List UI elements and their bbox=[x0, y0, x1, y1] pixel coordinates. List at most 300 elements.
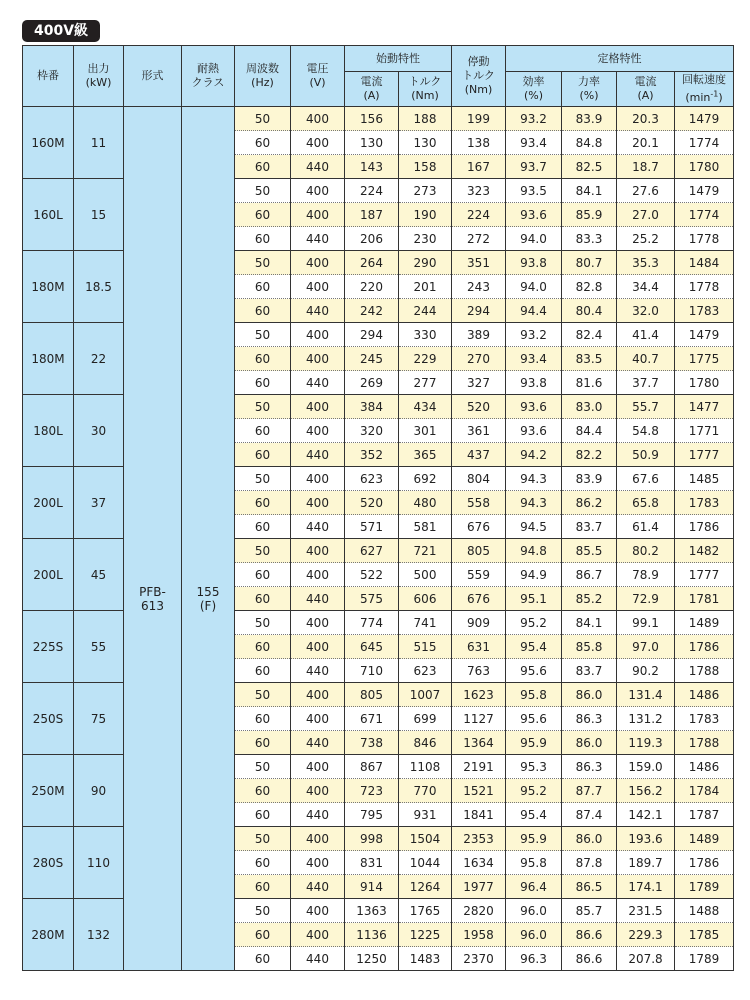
stall-torque-cell: 138 bbox=[452, 131, 506, 155]
efficiency-cell: 95.9 bbox=[506, 731, 562, 755]
rated-current-cell: 207.8 bbox=[617, 947, 675, 971]
output-cell: 37 bbox=[74, 467, 124, 539]
start-current-cell: 156 bbox=[345, 107, 399, 131]
voltage-cell: 400 bbox=[291, 395, 345, 419]
header-frequency bbox=[235, 46, 291, 107]
efficiency-cell: 95.4 bbox=[506, 803, 562, 827]
frequency-cell: 60 bbox=[235, 371, 291, 395]
header-frequency-unit: (Hz) bbox=[251, 76, 274, 89]
speed-cell: 1486 bbox=[675, 755, 734, 779]
start-current-cell: 623 bbox=[345, 467, 399, 491]
efficiency-cell: 93.6 bbox=[506, 419, 562, 443]
start-current-cell: 645 bbox=[345, 635, 399, 659]
start-current-cell: 671 bbox=[345, 707, 399, 731]
efficiency-cell: 95.8 bbox=[506, 851, 562, 875]
voltage-cell: 400 bbox=[291, 275, 345, 299]
start-torque-cell: 188 bbox=[399, 107, 452, 131]
voltage-cell: 440 bbox=[291, 587, 345, 611]
stall-torque-cell: 2191 bbox=[452, 755, 506, 779]
output-cell: 15 bbox=[74, 179, 124, 251]
stall-torque-cell: 327 bbox=[452, 371, 506, 395]
efficiency-cell: 94.5 bbox=[506, 515, 562, 539]
voltage-cell: 400 bbox=[291, 899, 345, 923]
efficiency-cell: 94.0 bbox=[506, 275, 562, 299]
rated-current-cell: 35.3 bbox=[617, 251, 675, 275]
efficiency-cell: 95.8 bbox=[506, 683, 562, 707]
start-torque-cell: 201 bbox=[399, 275, 452, 299]
output-cell: 45 bbox=[74, 539, 124, 611]
speed-cell: 1489 bbox=[675, 827, 734, 851]
rated-current-cell: 25.2 bbox=[617, 227, 675, 251]
voltage-cell: 400 bbox=[291, 251, 345, 275]
stall-torque-cell: 224 bbox=[452, 203, 506, 227]
header-start-torque-unit: (Nm) bbox=[411, 89, 439, 102]
speed-cell: 1789 bbox=[675, 875, 734, 899]
stall-torque-cell: 1977 bbox=[452, 875, 506, 899]
voltage-cell: 400 bbox=[291, 179, 345, 203]
voltage-cell: 440 bbox=[291, 659, 345, 683]
rated-current-cell: 67.6 bbox=[617, 467, 675, 491]
header-start-current bbox=[345, 72, 399, 107]
power-factor-cell: 85.9 bbox=[562, 203, 617, 227]
header-start-current-label: 電流 bbox=[360, 75, 383, 88]
frequency-cell: 60 bbox=[235, 347, 291, 371]
heat-value-line2: (F) bbox=[199, 598, 217, 613]
frequency-cell: 50 bbox=[235, 107, 291, 131]
spec-table-body bbox=[23, 107, 734, 971]
start-torque-cell: 741 bbox=[399, 611, 452, 635]
frame-cell: 180M bbox=[23, 323, 74, 395]
speed-cell: 1774 bbox=[675, 131, 734, 155]
stall-torque-cell: 2353 bbox=[452, 827, 506, 851]
speed-cell: 1778 bbox=[675, 275, 734, 299]
start-torque-cell: 190 bbox=[399, 203, 452, 227]
efficiency-cell: 93.7 bbox=[506, 155, 562, 179]
speed-cell: 1485 bbox=[675, 467, 734, 491]
speed-cell: 1771 bbox=[675, 419, 734, 443]
speed-cell: 1783 bbox=[675, 299, 734, 323]
speed-cell: 1780 bbox=[675, 155, 734, 179]
speed-cell: 1783 bbox=[675, 707, 734, 731]
start-current-cell: 206 bbox=[345, 227, 399, 251]
rated-current-cell: 174.1 bbox=[617, 875, 675, 899]
speed-cell: 1484 bbox=[675, 251, 734, 275]
stall-torque-cell: 389 bbox=[452, 323, 506, 347]
efficiency-cell: 94.4 bbox=[506, 299, 562, 323]
power-factor-cell: 85.5 bbox=[562, 539, 617, 563]
power-factor-cell: 83.0 bbox=[562, 395, 617, 419]
start-current-cell: 1250 bbox=[345, 947, 399, 971]
stall-torque-cell: 2370 bbox=[452, 947, 506, 971]
stall-torque-cell: 243 bbox=[452, 275, 506, 299]
output-cell: 110 bbox=[74, 827, 124, 899]
start-torque-cell: 158 bbox=[399, 155, 452, 179]
stall-torque-cell: 676 bbox=[452, 515, 506, 539]
output-cell: 18.5 bbox=[74, 251, 124, 323]
header-heat-class bbox=[182, 46, 235, 107]
start-torque-cell: 931 bbox=[399, 803, 452, 827]
speed-cell: 1787 bbox=[675, 803, 734, 827]
frequency-cell: 50 bbox=[235, 827, 291, 851]
frequency-cell: 60 bbox=[235, 947, 291, 971]
frequency-cell: 60 bbox=[235, 803, 291, 827]
start-torque-cell: 273 bbox=[399, 179, 452, 203]
start-torque-cell: 1108 bbox=[399, 755, 452, 779]
stall-torque-cell: 1127 bbox=[452, 707, 506, 731]
start-current-cell: 269 bbox=[345, 371, 399, 395]
start-torque-cell: 1483 bbox=[399, 947, 452, 971]
start-torque-cell: 480 bbox=[399, 491, 452, 515]
voltage-cell: 440 bbox=[291, 803, 345, 827]
power-factor-cell: 86.6 bbox=[562, 947, 617, 971]
power-factor-cell: 86.0 bbox=[562, 683, 617, 707]
output-cell: 11 bbox=[74, 107, 124, 179]
output-cell: 132 bbox=[74, 899, 124, 971]
voltage-cell: 400 bbox=[291, 323, 345, 347]
efficiency-cell: 93.8 bbox=[506, 251, 562, 275]
efficiency-cell: 95.4 bbox=[506, 635, 562, 659]
voltage-cell: 400 bbox=[291, 347, 345, 371]
start-torque-cell: 581 bbox=[399, 515, 452, 539]
header-power-factor bbox=[562, 72, 617, 107]
rated-current-cell: 97.0 bbox=[617, 635, 675, 659]
frequency-cell: 60 bbox=[235, 659, 291, 683]
voltage-cell: 400 bbox=[291, 419, 345, 443]
speed-cell: 1780 bbox=[675, 371, 734, 395]
stall-torque-cell: 558 bbox=[452, 491, 506, 515]
stall-torque-cell: 1521 bbox=[452, 779, 506, 803]
frequency-cell: 50 bbox=[235, 467, 291, 491]
start-current-cell: 294 bbox=[345, 323, 399, 347]
start-torque-cell: 1044 bbox=[399, 851, 452, 875]
stall-torque-cell: 199 bbox=[452, 107, 506, 131]
voltage-cell: 440 bbox=[291, 515, 345, 539]
heat-value-line1: 155 bbox=[196, 584, 220, 599]
rated-current-cell: 34.4 bbox=[617, 275, 675, 299]
rated-current-cell: 131.2 bbox=[617, 707, 675, 731]
rated-current-cell: 229.3 bbox=[617, 923, 675, 947]
speed-cell: 1786 bbox=[675, 515, 734, 539]
stall-torque-cell: 323 bbox=[452, 179, 506, 203]
efficiency-cell: 95.6 bbox=[506, 707, 562, 731]
power-factor-cell: 86.2 bbox=[562, 491, 617, 515]
speed-cell: 1774 bbox=[675, 203, 734, 227]
efficiency-cell: 95.9 bbox=[506, 827, 562, 851]
power-factor-cell: 83.7 bbox=[562, 515, 617, 539]
stall-torque-cell: 1958 bbox=[452, 923, 506, 947]
voltage-cell: 400 bbox=[291, 203, 345, 227]
power-factor-cell: 82.2 bbox=[562, 443, 617, 467]
frame-cell: 200L bbox=[23, 539, 74, 611]
power-factor-cell: 86.0 bbox=[562, 827, 617, 851]
rated-current-cell: 231.5 bbox=[617, 899, 675, 923]
frequency-cell: 60 bbox=[235, 851, 291, 875]
stall-torque-cell: 272 bbox=[452, 227, 506, 251]
power-factor-cell: 84.4 bbox=[562, 419, 617, 443]
voltage-cell: 400 bbox=[291, 131, 345, 155]
start-current-cell: 774 bbox=[345, 611, 399, 635]
header-frequency-label: 周波数 bbox=[246, 62, 279, 75]
power-factor-cell: 84.8 bbox=[562, 131, 617, 155]
efficiency-cell: 96.3 bbox=[506, 947, 562, 971]
start-torque-cell: 1007 bbox=[399, 683, 452, 707]
frequency-cell: 60 bbox=[235, 131, 291, 155]
stall-torque-cell: 270 bbox=[452, 347, 506, 371]
frame-cell: 160L bbox=[23, 179, 74, 251]
rated-current-cell: 41.4 bbox=[617, 323, 675, 347]
voltage-cell: 400 bbox=[291, 563, 345, 587]
type-value-line1: PFB- bbox=[139, 584, 166, 599]
rated-current-cell: 37.7 bbox=[617, 371, 675, 395]
frame-cell: 280M bbox=[23, 899, 74, 971]
frequency-cell: 50 bbox=[235, 899, 291, 923]
rated-current-cell: 40.7 bbox=[617, 347, 675, 371]
frequency-cell: 60 bbox=[235, 779, 291, 803]
efficiency-cell: 94.3 bbox=[506, 491, 562, 515]
power-factor-cell: 81.6 bbox=[562, 371, 617, 395]
stall-torque-cell: 167 bbox=[452, 155, 506, 179]
start-torque-cell: 770 bbox=[399, 779, 452, 803]
start-current-cell: 627 bbox=[345, 539, 399, 563]
efficiency-cell: 93.4 bbox=[506, 131, 562, 155]
start-torque-cell: 606 bbox=[399, 587, 452, 611]
header-rated-current-unit: (A) bbox=[637, 89, 654, 102]
power-factor-cell: 83.9 bbox=[562, 467, 617, 491]
frequency-cell: 60 bbox=[235, 923, 291, 947]
frequency-cell: 50 bbox=[235, 683, 291, 707]
start-current-cell: 575 bbox=[345, 587, 399, 611]
voltage-cell: 440 bbox=[291, 731, 345, 755]
rated-current-cell: 50.9 bbox=[617, 443, 675, 467]
header-voltage-label: 電圧 bbox=[306, 62, 329, 75]
output-cell: 22 bbox=[74, 323, 124, 395]
efficiency-cell: 93.2 bbox=[506, 107, 562, 131]
speed-cell: 1479 bbox=[675, 323, 734, 347]
frequency-cell: 60 bbox=[235, 203, 291, 227]
rated-current-cell: 119.3 bbox=[617, 731, 675, 755]
speed-cell: 1784 bbox=[675, 779, 734, 803]
rated-current-cell: 131.4 bbox=[617, 683, 675, 707]
efficiency-cell: 95.6 bbox=[506, 659, 562, 683]
rated-current-cell: 156.2 bbox=[617, 779, 675, 803]
efficiency-cell: 93.6 bbox=[506, 203, 562, 227]
start-current-cell: 1363 bbox=[345, 899, 399, 923]
rated-current-cell: 80.2 bbox=[617, 539, 675, 563]
start-torque-cell: 1504 bbox=[399, 827, 452, 851]
header-start-current-unit: (A) bbox=[363, 89, 380, 102]
power-factor-cell: 86.6 bbox=[562, 923, 617, 947]
stall-torque-cell: 437 bbox=[452, 443, 506, 467]
header-speed-unit-close: ) bbox=[718, 90, 723, 104]
start-torque-cell: 365 bbox=[399, 443, 452, 467]
output-cell: 55 bbox=[74, 611, 124, 683]
power-factor-cell: 86.7 bbox=[562, 563, 617, 587]
start-torque-cell: 1765 bbox=[399, 899, 452, 923]
header-output bbox=[74, 46, 124, 107]
power-factor-cell: 80.4 bbox=[562, 299, 617, 323]
power-factor-cell: 86.3 bbox=[562, 707, 617, 731]
start-torque-cell: 846 bbox=[399, 731, 452, 755]
header-stall-torque bbox=[452, 46, 506, 107]
start-current-cell: 143 bbox=[345, 155, 399, 179]
header-output-label: 出力 bbox=[87, 62, 110, 75]
header-heat-sub: クラス bbox=[191, 76, 225, 89]
stall-torque-cell: 1364 bbox=[452, 731, 506, 755]
output-cell: 30 bbox=[74, 395, 124, 467]
table-row bbox=[23, 107, 734, 131]
power-factor-cell: 83.7 bbox=[562, 659, 617, 683]
header-voltage-unit: (V) bbox=[309, 76, 326, 89]
start-current-cell: 384 bbox=[345, 395, 399, 419]
efficiency-cell: 93.8 bbox=[506, 371, 562, 395]
start-torque-cell: 434 bbox=[399, 395, 452, 419]
start-current-cell: 220 bbox=[345, 275, 399, 299]
rated-current-cell: 65.8 bbox=[617, 491, 675, 515]
voltage-cell: 400 bbox=[291, 755, 345, 779]
start-current-cell: 130 bbox=[345, 131, 399, 155]
power-factor-cell: 84.1 bbox=[562, 179, 617, 203]
power-factor-cell: 83.3 bbox=[562, 227, 617, 251]
header-speed-unit-exponent: -1 bbox=[710, 89, 719, 99]
voltage-cell: 400 bbox=[291, 539, 345, 563]
start-current-cell: 831 bbox=[345, 851, 399, 875]
heat-class-cell bbox=[182, 107, 235, 971]
frequency-cell: 50 bbox=[235, 755, 291, 779]
stall-torque-cell: 361 bbox=[452, 419, 506, 443]
header-voltage bbox=[291, 46, 345, 107]
frequency-cell: 60 bbox=[235, 515, 291, 539]
start-torque-cell: 692 bbox=[399, 467, 452, 491]
header-speed-unit bbox=[685, 91, 722, 104]
header-heat-label: 耐熱 bbox=[197, 62, 219, 75]
start-current-cell: 914 bbox=[345, 875, 399, 899]
voltage-cell: 440 bbox=[291, 875, 345, 899]
start-current-cell: 264 bbox=[345, 251, 399, 275]
start-current-cell: 1136 bbox=[345, 923, 399, 947]
stall-torque-cell: 2820 bbox=[452, 899, 506, 923]
header-efficiency bbox=[506, 72, 562, 107]
efficiency-cell: 95.3 bbox=[506, 755, 562, 779]
voltage-cell: 400 bbox=[291, 107, 345, 131]
speed-cell: 1785 bbox=[675, 923, 734, 947]
power-factor-cell: 85.8 bbox=[562, 635, 617, 659]
start-current-cell: 867 bbox=[345, 755, 399, 779]
power-factor-cell: 85.7 bbox=[562, 899, 617, 923]
start-torque-cell: 500 bbox=[399, 563, 452, 587]
frame-cell: 250S bbox=[23, 683, 74, 755]
frequency-cell: 60 bbox=[235, 227, 291, 251]
frequency-cell: 50 bbox=[235, 611, 291, 635]
start-current-cell: 242 bbox=[345, 299, 399, 323]
frame-cell: 250M bbox=[23, 755, 74, 827]
frequency-cell: 60 bbox=[235, 875, 291, 899]
power-factor-cell: 82.5 bbox=[562, 155, 617, 179]
rated-current-cell: 189.7 bbox=[617, 851, 675, 875]
header-type: 形式 bbox=[124, 46, 182, 107]
header-stall-torque-label: トルク bbox=[462, 69, 495, 82]
rated-current-cell: 78.9 bbox=[617, 563, 675, 587]
type-cell bbox=[124, 107, 182, 971]
motor-spec-table bbox=[22, 45, 734, 971]
rated-current-cell: 27.6 bbox=[617, 179, 675, 203]
speed-cell: 1777 bbox=[675, 563, 734, 587]
voltage-cell: 440 bbox=[291, 155, 345, 179]
efficiency-cell: 95.2 bbox=[506, 611, 562, 635]
power-factor-cell: 80.7 bbox=[562, 251, 617, 275]
frequency-cell: 60 bbox=[235, 443, 291, 467]
stall-torque-cell: 1634 bbox=[452, 851, 506, 875]
rated-current-cell: 72.9 bbox=[617, 587, 675, 611]
voltage-cell: 400 bbox=[291, 923, 345, 947]
rated-current-cell: 159.0 bbox=[617, 755, 675, 779]
frequency-cell: 50 bbox=[235, 395, 291, 419]
stall-torque-cell: 351 bbox=[452, 251, 506, 275]
efficiency-cell: 96.0 bbox=[506, 899, 562, 923]
speed-cell: 1778 bbox=[675, 227, 734, 251]
speed-cell: 1477 bbox=[675, 395, 734, 419]
start-torque-cell: 699 bbox=[399, 707, 452, 731]
header-speed bbox=[675, 72, 734, 107]
power-factor-cell: 86.3 bbox=[562, 755, 617, 779]
start-torque-cell: 1264 bbox=[399, 875, 452, 899]
header-efficiency-unit: (%) bbox=[523, 89, 544, 102]
header-rated-current-label: 電流 bbox=[634, 75, 657, 88]
frequency-cell: 60 bbox=[235, 731, 291, 755]
start-torque-cell: 130 bbox=[399, 131, 452, 155]
start-torque-cell: 1225 bbox=[399, 923, 452, 947]
start-torque-cell: 290 bbox=[399, 251, 452, 275]
power-factor-cell: 87.4 bbox=[562, 803, 617, 827]
start-torque-cell: 515 bbox=[399, 635, 452, 659]
speed-cell: 1788 bbox=[675, 731, 734, 755]
frequency-cell: 50 bbox=[235, 251, 291, 275]
stall-torque-cell: 909 bbox=[452, 611, 506, 635]
power-factor-cell: 86.0 bbox=[562, 731, 617, 755]
start-torque-cell: 721 bbox=[399, 539, 452, 563]
frame-cell: 160M bbox=[23, 107, 74, 179]
rated-current-cell: 61.4 bbox=[617, 515, 675, 539]
speed-cell: 1775 bbox=[675, 347, 734, 371]
power-factor-cell: 87.8 bbox=[562, 851, 617, 875]
header-speed-label: 回転速度 bbox=[682, 73, 726, 87]
speed-cell: 1479 bbox=[675, 107, 734, 131]
rated-current-cell: 90.2 bbox=[617, 659, 675, 683]
power-factor-cell: 82.4 bbox=[562, 323, 617, 347]
stall-torque-cell: 520 bbox=[452, 395, 506, 419]
voltage-cell: 400 bbox=[291, 635, 345, 659]
rated-current-cell: 193.6 bbox=[617, 827, 675, 851]
voltage-cell: 400 bbox=[291, 611, 345, 635]
power-factor-cell: 87.7 bbox=[562, 779, 617, 803]
frame-cell: 225S bbox=[23, 611, 74, 683]
efficiency-cell: 93.5 bbox=[506, 179, 562, 203]
stall-torque-cell: 763 bbox=[452, 659, 506, 683]
start-current-cell: 998 bbox=[345, 827, 399, 851]
voltage-cell: 400 bbox=[291, 827, 345, 851]
header-frame: 枠番 bbox=[23, 46, 74, 107]
voltage-cell: 440 bbox=[291, 299, 345, 323]
frequency-cell: 60 bbox=[235, 491, 291, 515]
start-current-cell: 352 bbox=[345, 443, 399, 467]
start-current-cell: 520 bbox=[345, 491, 399, 515]
power-factor-cell: 86.5 bbox=[562, 875, 617, 899]
stall-torque-cell: 676 bbox=[452, 587, 506, 611]
voltage-cell: 440 bbox=[291, 947, 345, 971]
voltage-cell: 400 bbox=[291, 491, 345, 515]
start-current-cell: 723 bbox=[345, 779, 399, 803]
rated-current-cell: 27.0 bbox=[617, 203, 675, 227]
start-current-cell: 187 bbox=[345, 203, 399, 227]
